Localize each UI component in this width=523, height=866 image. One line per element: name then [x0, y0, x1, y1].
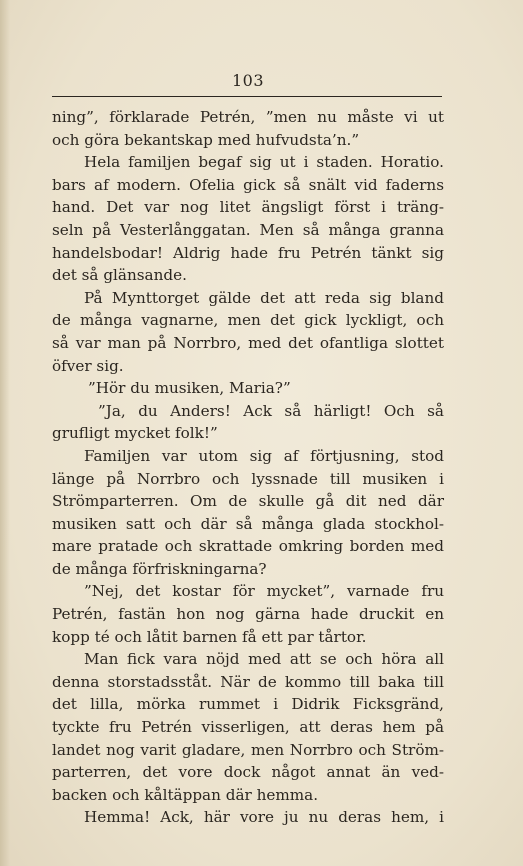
- text-line: ning”, förklarade Petrén, ”men nu måste vi ut: [52, 108, 444, 126]
- text-line: och göra bekantskap med hufvudsta’n.”: [52, 130, 360, 149]
- text-line: ”Hör du musiken, Maria?”: [88, 379, 291, 398]
- text-line: ”Ja, du Anders! Ack så härligt! Och så: [98, 401, 444, 420]
- text-line: ”Nej, det kostar för mycket”, varnade fru: [84, 582, 444, 601]
- page-spine-shadow: [0, 0, 10, 866]
- text-line: Familjen var utom sig af förtjusning, stod: [84, 446, 444, 465]
- page-number: 103: [232, 71, 265, 90]
- text-line: länge på Norrbro och lyssnade till musiken i: [52, 469, 444, 488]
- body-text: [52, 106, 444, 829]
- header-rule: [52, 96, 442, 97]
- text-line: grufligt mycket folk!”: [52, 424, 218, 443]
- text-line: det så glänsande.: [52, 266, 187, 285]
- text-line: handelsbodar! Aldrig hade fru Petrén tänkt sig: [52, 243, 444, 262]
- text-line: seln på Vesterlånggatan. Men så många granna: [52, 220, 444, 239]
- text-line: Hela familjen begaf sig ut i staden. Horatio.: [84, 153, 444, 172]
- text-line: de många förfriskningarna?: [52, 559, 267, 578]
- text-line: Man fick vara nöjd med att se och höra all: [84, 650, 444, 669]
- text-line: hand. Det var nog litet ängsligt först i träng-: [52, 198, 444, 217]
- text-line: denna storstadsståt. När de kommo till baka till: [52, 672, 444, 691]
- text-line: parterren, det vore dock något annat än ved-: [52, 763, 444, 782]
- text-line: backen och kåltäppan där hemma.: [52, 785, 319, 804]
- text-line: kopp té och låtit barnen få ett par tårtor.: [52, 627, 367, 646]
- text-line: så var man på Norrbro, med det ofantliga slottet: [52, 333, 444, 352]
- text-line: bars af modern. Ofelia gick så snält vid faderns: [52, 175, 444, 194]
- text-line: mare pratade och skrattade omkring borden med: [52, 537, 444, 556]
- text-line: musiken satt och där så många glada stockhol-: [52, 514, 444, 533]
- text-line: På Mynttorget gälde det att reda sig bland: [84, 288, 444, 307]
- text-line: öfver sig.: [52, 356, 124, 375]
- text-line: landet nog varit gladare, men Norrbro och Ström-: [52, 740, 444, 759]
- text-line: Petrén, fastän hon nog gärna hade druckit en: [52, 605, 444, 624]
- text-line: Hemma! Ack, här vore ju nu deras hem, i: [84, 808, 444, 827]
- text-line: de många vagnarne, men det gick lyckligt, och: [52, 311, 444, 330]
- text-line: det lilla, mörka rummet i Didrik Ficksgränd,: [52, 695, 444, 714]
- text-line: Strömparterren. Om de skulle gå dit ned där: [52, 492, 444, 511]
- text-line: tyckte fru Petrén visserligen, att deras hem på: [52, 718, 444, 737]
